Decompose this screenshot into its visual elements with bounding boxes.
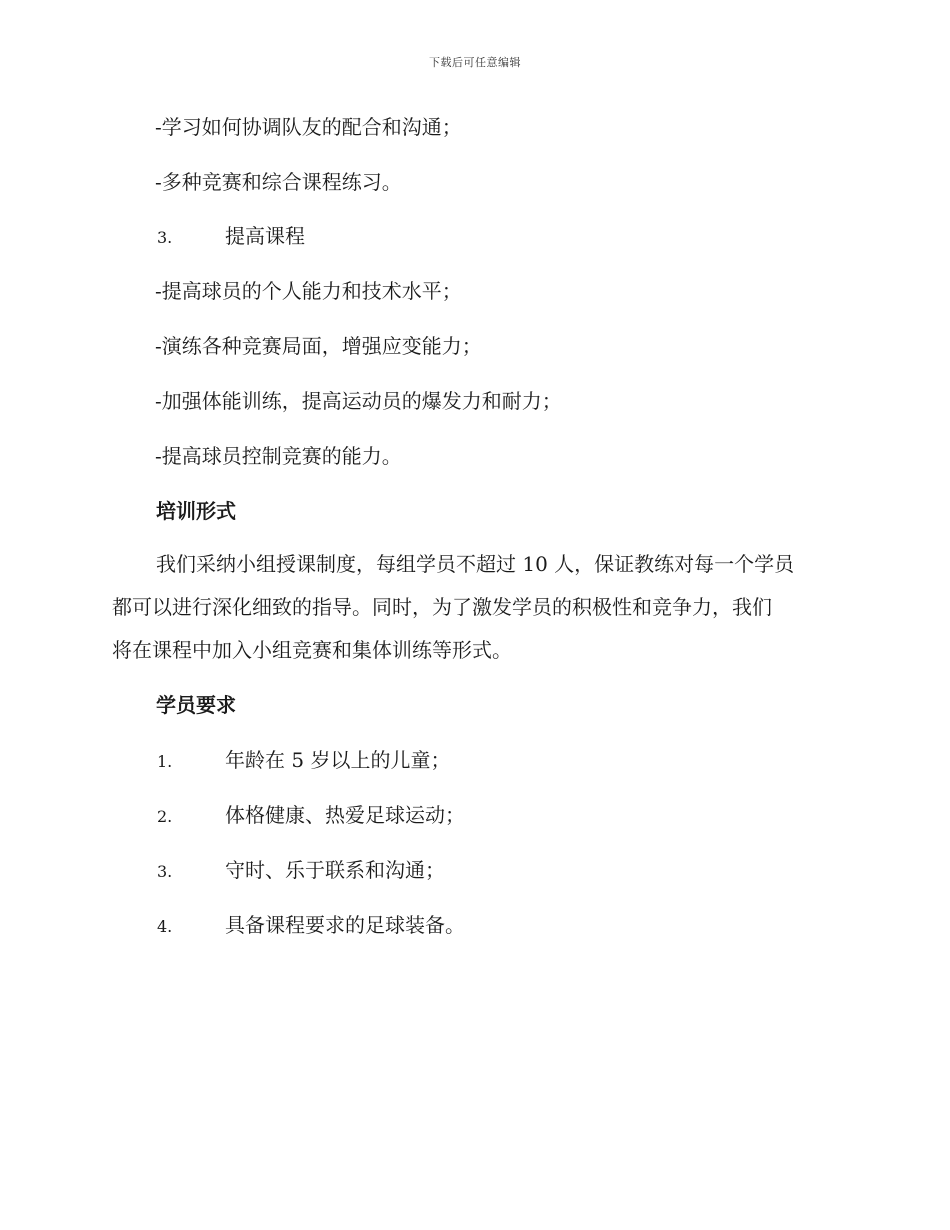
item-number: 4. [157, 917, 173, 936]
item-text: 体格健康、热爱足球运动； [225, 803, 465, 827]
item-number: 2. [157, 807, 173, 826]
list-item: -提高球员的个人能力和技术水平； [155, 279, 462, 303]
heading-training-form: 培训形式 [156, 499, 236, 523]
heading-student-requirements: 学员要求 [156, 693, 236, 717]
section-heading-3 [157, 222, 305, 252]
item-number: 1. [157, 752, 173, 771]
section-title: 提高课程 [225, 224, 305, 248]
item-text: 年龄在 5 岁以上的儿童； [225, 748, 451, 772]
list-item: -多种竞赛和综合课程练习。 [155, 170, 402, 194]
list-item: -提高球员控制竞赛的能力。 [155, 444, 402, 468]
list-item: -演练各种竞赛局面，增强应变能力； [155, 334, 482, 358]
list-item: -加强体能训练，提高运动员的爆发力和耐力； [155, 389, 562, 413]
list-item: -学习如何协调队友的配合和沟通； [155, 115, 462, 139]
item-text: 具备课程要求的足球装备。 [225, 913, 465, 937]
requirement-item [157, 801, 465, 831]
item-number: 3. [157, 862, 173, 881]
requirement-item [157, 856, 445, 886]
item-text: 守时、乐于联系和沟通； [225, 858, 445, 882]
training-form-paragraph [112, 543, 842, 672]
requirement-item [157, 746, 450, 776]
header-note: 下载后可任意编辑 [429, 56, 521, 69]
section-number: 3. [157, 228, 173, 247]
requirement-item [157, 911, 465, 941]
paragraph-line: 我们采纳小组授课制度，每组学员不超过 10 人，保证教练对每一个学员 [156, 552, 795, 576]
paragraph-line: 都可以进行深化细致的指导。同时，为了激发学员的积极性和竞争力，我们 [112, 595, 772, 619]
paragraph-line: 将在课程中加入小组竞赛和集体训练等形式。 [112, 638, 512, 662]
